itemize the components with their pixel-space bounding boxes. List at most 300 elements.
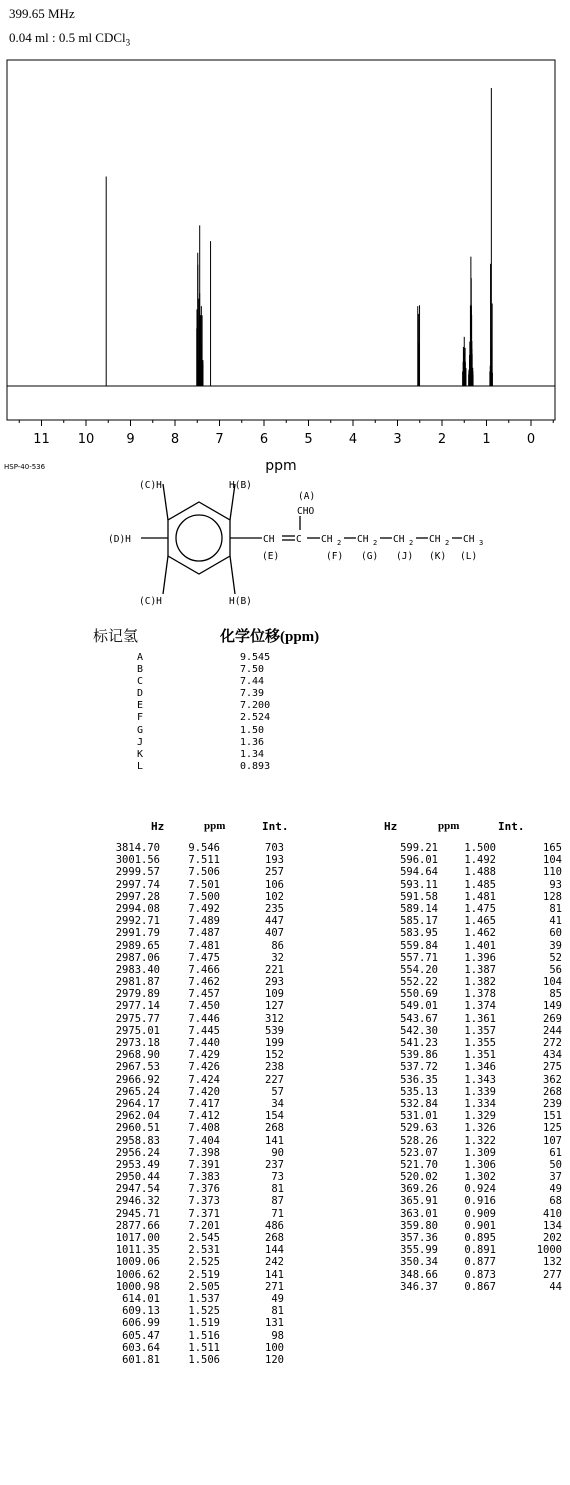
peak-ppm: 7.446 (188, 1012, 220, 1025)
bond-b-bottom-right (230, 556, 235, 594)
peak-row (300, 964, 570, 976)
peak-ppm: 1.396 (464, 951, 496, 964)
peak-hz: 2967.53 (115, 1061, 160, 1074)
plot-frame (7, 60, 555, 420)
peak-hz: 529.63 (400, 1122, 438, 1135)
peak-hz: 557.71 (400, 951, 438, 964)
peak-int: 272 (543, 1037, 562, 1049)
peak-row (300, 1232, 570, 1244)
peak-hz: 2975.01 (115, 1024, 160, 1037)
peak-hz: 599.21 (400, 842, 438, 854)
peak-hz: 2977.14 (115, 1000, 160, 1013)
label-c-alpha: C (296, 534, 302, 545)
bond-c-bottom-left (163, 556, 168, 594)
peak-int: 81 (271, 1183, 284, 1196)
benzene-ring (168, 502, 230, 574)
peak-row (300, 1110, 570, 1122)
label-c-top: (C)H (139, 480, 162, 491)
peak-int: 71 (271, 1207, 284, 1220)
peak-int: 447 (265, 915, 284, 928)
peak-ppm: 7.445 (188, 1024, 220, 1037)
peak-int: 141 (265, 1268, 284, 1281)
peak-ppm: 1.519 (188, 1317, 220, 1330)
peak-ppm: 1.511 (188, 1341, 220, 1354)
peak-int: 90 (271, 1146, 284, 1159)
peak-layer (106, 88, 492, 386)
peak-int: 268 (265, 1122, 284, 1135)
peak-int: 277 (543, 1268, 562, 1281)
peak-int: 152 (265, 1049, 284, 1062)
peak-ppm: 1.361 (464, 1012, 496, 1025)
peak-hz: 542.30 (400, 1024, 438, 1037)
peak-ppm: 7.475 (188, 951, 220, 964)
tag-l: (L) (460, 551, 478, 562)
assignment-label: D (137, 688, 144, 700)
peak-int: 434 (543, 1049, 562, 1062)
peak-int: 151 (543, 1110, 562, 1123)
label-ch3-l: CH (463, 534, 475, 545)
peak-ppm: 1.329 (464, 1110, 496, 1123)
peak-int: 109 (265, 988, 284, 1001)
peak-row (300, 891, 570, 903)
peak-int: 275 (543, 1061, 562, 1074)
sub-k: 2 (445, 539, 450, 547)
peak-row (300, 927, 570, 939)
peak-ppm: 7.371 (188, 1207, 220, 1220)
peak-hz: 536.35 (400, 1073, 438, 1086)
peak-int: 312 (265, 1012, 284, 1025)
peak-row (0, 1342, 300, 1354)
peak-ppm: 7.398 (188, 1146, 220, 1159)
peak-int: 106 (265, 878, 284, 891)
peak-int: 50 (549, 1158, 562, 1171)
peak-ppm: 0.877 (464, 1256, 496, 1269)
peak-int: 539 (265, 1024, 284, 1037)
peak-row (300, 940, 570, 952)
peak-ppm: 7.391 (188, 1158, 220, 1171)
peak-row (300, 1025, 570, 1037)
peak-row (300, 1122, 570, 1134)
benzene-aromatic-circle (176, 515, 222, 561)
peak-ppm: 1.492 (464, 854, 496, 867)
peak-hz: 1006.62 (115, 1268, 160, 1281)
peak-int: 703 (265, 842, 284, 854)
peak-int: 154 (265, 1110, 284, 1123)
peak-ppm: 7.408 (188, 1122, 220, 1135)
peak-row (300, 1086, 570, 1098)
peak-ppm: 1.500 (464, 842, 496, 854)
peak-hz: 2994.08 (115, 902, 160, 915)
peak-int: 362 (543, 1073, 562, 1086)
peak-row (300, 952, 570, 964)
peak-hz: 3001.56 (115, 854, 160, 867)
x-tick-label: 8 (170, 432, 180, 447)
peak-hz: 2992.71 (115, 915, 160, 928)
peak-hz: 2947.54 (115, 1183, 160, 1196)
assignment-label: L (137, 760, 144, 772)
assignment-shift: 7.39 (240, 688, 265, 700)
peak-ppm: 7.412 (188, 1110, 220, 1123)
peak-row (0, 1086, 300, 1098)
peak-int: 93 (549, 878, 562, 891)
peak-hz: 543.67 (400, 1012, 438, 1025)
peak-hz: 614.01 (122, 1292, 160, 1305)
peak-ppm: 7.481 (188, 939, 220, 952)
peak-ppm: 1.475 (464, 902, 496, 915)
peak-ppm: 1.465 (464, 915, 496, 928)
peak-ppm: 1.357 (464, 1024, 496, 1037)
nmr-spectrum-chart (0, 0, 570, 480)
peak-int: 34 (271, 1097, 284, 1110)
peak-row (0, 1025, 300, 1037)
peak-row (0, 879, 300, 891)
peak-hz: 2973.18 (115, 1037, 160, 1049)
peak-row (0, 1354, 300, 1366)
peak-int: 1000 (536, 1244, 562, 1257)
peak-row (0, 940, 300, 952)
peak-int: 165 (543, 842, 562, 854)
peak-ppm: 7.426 (188, 1061, 220, 1074)
peak-ppm: 1.309 (464, 1146, 496, 1159)
peak-row (300, 1208, 570, 1220)
peak-ppm: 7.201 (188, 1219, 220, 1232)
peak-table-left-ppm-header: ppm (204, 820, 226, 832)
peak-hz: 2950.44 (115, 1171, 160, 1184)
peak-row (300, 854, 570, 866)
peak-hz: 2987.06 (115, 951, 160, 964)
peak-row (300, 1061, 570, 1073)
peak-hz: 589.14 (400, 902, 438, 915)
peak-int: 37 (549, 1171, 562, 1184)
peak-int: 125 (543, 1122, 562, 1135)
tag-g: (G) (361, 551, 379, 562)
label-a: (A) (298, 491, 316, 502)
peak-ppm: 0.895 (464, 1232, 496, 1244)
peak-ppm: 1.488 (464, 866, 496, 879)
peak-row (0, 1013, 300, 1025)
peak-table-left (0, 842, 300, 1366)
peak-int: 41 (549, 915, 562, 928)
tag-f: (F) (326, 551, 344, 562)
peak-hz: 594.64 (400, 866, 438, 879)
peak-row (300, 1159, 570, 1171)
peak-hz: 523.07 (400, 1146, 438, 1159)
peak-hz: 2946.32 (115, 1195, 160, 1208)
peak-int: 100 (265, 1341, 284, 1354)
peak-row (0, 927, 300, 939)
peak-row (0, 1195, 300, 1207)
peak-row (0, 1049, 300, 1061)
bond-c-top-left (163, 484, 168, 520)
sub-g: 2 (373, 539, 378, 547)
assignment-shift: 7.200 (240, 700, 271, 712)
peak-ppm: 2.505 (188, 1280, 220, 1293)
sample-subscript: 3 (125, 37, 131, 48)
peak-int: 269 (543, 1012, 562, 1025)
peak-ppm: 1.525 (188, 1305, 220, 1318)
peak-int: 268 (543, 1085, 562, 1098)
peak-hz: 2958.83 (115, 1134, 160, 1147)
peak-int: 410 (543, 1207, 562, 1220)
peak-hz: 2877.66 (115, 1219, 160, 1232)
peak-int: 244 (543, 1024, 562, 1037)
peak-hz: 3814.70 (115, 842, 160, 854)
peak-table-right-hz-header: Hz (384, 820, 398, 833)
peak-int: 120 (265, 1353, 284, 1366)
peak-row (0, 1147, 300, 1159)
peak-row (0, 842, 300, 854)
peak-int: 193 (265, 854, 284, 867)
x-tick-label: 0 (526, 432, 536, 447)
molecular-structure (0, 474, 570, 624)
peak-int: 49 (271, 1292, 284, 1305)
peak-row (0, 866, 300, 878)
peak-ppm: 0.901 (464, 1219, 496, 1232)
peak-row (0, 903, 300, 915)
peak-row (300, 866, 570, 878)
peak-ppm: 1.302 (464, 1171, 496, 1184)
peak-int: 235 (265, 902, 284, 915)
peak-int: 104 (543, 854, 562, 867)
peak-ppm: 1.516 (188, 1329, 220, 1342)
peak-ppm: 1.343 (464, 1073, 496, 1086)
peak-ppm: 1.346 (464, 1061, 496, 1074)
peak-hz: 2979.89 (115, 988, 160, 1001)
peak-int: 81 (549, 902, 562, 915)
peak-hz: 585.17 (400, 915, 438, 928)
label-cho: CHO (297, 506, 315, 517)
peak-row (300, 1074, 570, 1086)
x-tick-label: 7 (215, 432, 224, 447)
peak-int: 68 (549, 1195, 562, 1208)
peak-row (0, 1232, 300, 1244)
x-tick-label: 2 (437, 432, 447, 447)
assignment-label: K (137, 748, 144, 760)
peak-ppm: 7.440 (188, 1037, 220, 1049)
peak-hz: 2962.04 (115, 1110, 160, 1123)
peak-hz: 2956.24 (115, 1146, 160, 1159)
peak-hz: 2997.28 (115, 890, 160, 903)
peak-hz: 2975.77 (115, 1012, 160, 1025)
peak-table-right-ppm-header: ppm (438, 820, 460, 832)
peak-int: 132 (543, 1256, 562, 1269)
peak-int: 73 (271, 1171, 284, 1184)
peak-hz: 2981.87 (115, 976, 160, 989)
peak-int: 407 (265, 927, 284, 940)
peak-hz: 359.80 (400, 1219, 438, 1232)
sub-l: 3 (479, 539, 484, 547)
peak-row (0, 1305, 300, 1317)
peak-int: 237 (265, 1158, 284, 1171)
peak-row (300, 1256, 570, 1268)
peak-hz: 549.01 (400, 1000, 438, 1013)
peak-row (0, 1074, 300, 1086)
peak-row (300, 976, 570, 988)
peak-ppm: 0.924 (464, 1183, 496, 1196)
peak-ppm: 7.489 (188, 915, 220, 928)
peak-int: 98 (271, 1329, 284, 1342)
peak-hz: 596.01 (400, 854, 438, 867)
label-c-bottom: (C)H (139, 596, 162, 607)
peak-hz: 520.02 (400, 1171, 438, 1184)
peak-row (0, 976, 300, 988)
assignment-label: E (137, 700, 144, 712)
peak-ppm: 7.501 (188, 878, 220, 891)
x-axis-label: ppm (265, 458, 297, 474)
peak-row (0, 1159, 300, 1171)
assignment-header-h: 标记氢 (93, 629, 139, 645)
peak-row (0, 1110, 300, 1122)
peak-ppm: 1.306 (464, 1158, 496, 1171)
peak-ppm: 1.481 (464, 890, 496, 903)
peak-row (0, 1256, 300, 1268)
peak-ppm: 7.404 (188, 1134, 220, 1147)
peak-ppm: 0.867 (464, 1280, 496, 1293)
peak-row (0, 952, 300, 964)
spectrum-id: HSP-40-536 (4, 463, 46, 471)
peak-ppm: 1.339 (464, 1085, 496, 1098)
peak-int: 141 (265, 1134, 284, 1147)
x-tick-label: 6 (259, 432, 269, 447)
peak-row (300, 1135, 570, 1147)
peak-row (300, 1147, 570, 1159)
label-b-top: H(B) (229, 480, 252, 491)
spectrometer-frequency: 399.65 MHz (9, 6, 75, 21)
peak-row (300, 1269, 570, 1281)
peak-hz: 2945.71 (115, 1207, 160, 1220)
peak-int: 268 (265, 1232, 284, 1244)
label-ch2-f: CH (321, 534, 333, 545)
peak-int: 56 (549, 963, 562, 976)
peak-int: 293 (265, 976, 284, 989)
peak-ppm: 7.383 (188, 1171, 220, 1184)
peak-hz: 365.91 (400, 1195, 438, 1208)
peak-int: 52 (549, 951, 562, 964)
peak-row (300, 988, 570, 1000)
peak-row (300, 879, 570, 891)
peak-ppm: 1.387 (464, 963, 496, 976)
peak-hz: 355.99 (400, 1244, 438, 1257)
tag-e: (E) (262, 551, 280, 562)
peak-int: 44 (549, 1280, 562, 1293)
peak-int: 221 (265, 963, 284, 976)
peak-ppm: 7.457 (188, 988, 220, 1001)
assignment-shift: 9.545 (240, 652, 271, 663)
assignment-label: A (137, 652, 144, 663)
peak-hz: 559.84 (400, 939, 438, 952)
peak-hz: 532.84 (400, 1097, 438, 1110)
peak-int: 81 (271, 1305, 284, 1318)
label-b-bottom: H(B) (229, 596, 252, 607)
peak-row (0, 1293, 300, 1305)
peak-int: 110 (543, 866, 562, 879)
peak-table-right (300, 842, 570, 1293)
peak-row (300, 1220, 570, 1232)
peak-hz: 1009.06 (115, 1256, 160, 1269)
peak-row (300, 1195, 570, 1207)
peak-ppm: 7.424 (188, 1073, 220, 1086)
peak-ppm: 7.420 (188, 1085, 220, 1098)
peak-int: 149 (543, 1000, 562, 1013)
peak-hz: 535.13 (400, 1085, 438, 1098)
peak-row (300, 1037, 570, 1049)
peak-row (0, 1244, 300, 1256)
peak-hz: 2968.90 (115, 1049, 160, 1062)
peak-row (300, 915, 570, 927)
peak-int: 144 (265, 1244, 284, 1257)
peak-row (300, 1244, 570, 1256)
peak-int: 202 (543, 1232, 562, 1244)
peak-ppm: 7.506 (188, 866, 220, 879)
peak-hz: 2999.57 (115, 866, 160, 879)
peak-int: 238 (265, 1061, 284, 1074)
peak-hz: 603.64 (122, 1341, 160, 1354)
peak-ppm: 1.334 (464, 1097, 496, 1110)
peak-hz: 2953.49 (115, 1158, 160, 1171)
peak-ppm: 7.429 (188, 1049, 220, 1062)
peak-int: 39 (549, 939, 562, 952)
label-ch2-g: CH (357, 534, 369, 545)
peak-hz: 550.69 (400, 988, 438, 1001)
peak-ppm: 7.450 (188, 1000, 220, 1013)
peak-row (0, 1000, 300, 1012)
peak-hz: 1000.98 (115, 1280, 160, 1293)
assignment-shift: 7.50 (240, 664, 265, 676)
label-ch-vinyl: CH (263, 534, 275, 545)
peak-int: 61 (549, 1146, 562, 1159)
assignment-shift: 7.44 (240, 676, 265, 688)
peak-row (0, 891, 300, 903)
peak-ppm: 2.525 (188, 1256, 220, 1269)
peak-hz: 357.36 (400, 1232, 438, 1244)
assignment-shift: 1.36 (240, 736, 265, 748)
peak-ppm: 7.462 (188, 976, 220, 989)
peak-table-left-int-header: Int. (262, 820, 289, 833)
peak-ppm: 2.545 (188, 1232, 220, 1244)
peak-ppm: 1.378 (464, 988, 496, 1001)
peak-hz: 609.13 (122, 1305, 160, 1318)
assignment-label: J (137, 736, 144, 748)
peak-row (0, 1208, 300, 1220)
peak-int: 32 (271, 951, 284, 964)
peak-ppm: 0.891 (464, 1244, 496, 1257)
peak-row (300, 903, 570, 915)
peak-hz: 348.66 (400, 1268, 438, 1281)
peak-ppm: 1.506 (188, 1353, 220, 1366)
assignment-label: G (137, 724, 144, 736)
peak-hz: 1011.35 (115, 1244, 160, 1257)
peak-row (0, 1098, 300, 1110)
peak-hz: 2960.51 (115, 1122, 160, 1135)
peak-row (0, 915, 300, 927)
peak-row (0, 1269, 300, 1281)
peak-row (0, 1037, 300, 1049)
peak-int: 49 (549, 1183, 562, 1196)
peak-hz: 521.70 (400, 1158, 438, 1171)
peak-int: 128 (543, 890, 562, 903)
peak-hz: 528.26 (400, 1134, 438, 1147)
peak-int: 127 (265, 1000, 284, 1013)
peak-hz: 539.86 (400, 1049, 438, 1062)
peak-ppm: 0.909 (464, 1207, 496, 1220)
peak-hz: 346.37 (400, 1280, 438, 1293)
peak-ppm: 9.546 (188, 842, 220, 854)
peak-int: 257 (265, 866, 284, 879)
x-axis-ticks (19, 420, 553, 447)
assignment-shift: 0.893 (240, 760, 271, 772)
peak-ppm: 7.500 (188, 890, 220, 903)
peak-ppm: 7.373 (188, 1195, 220, 1208)
